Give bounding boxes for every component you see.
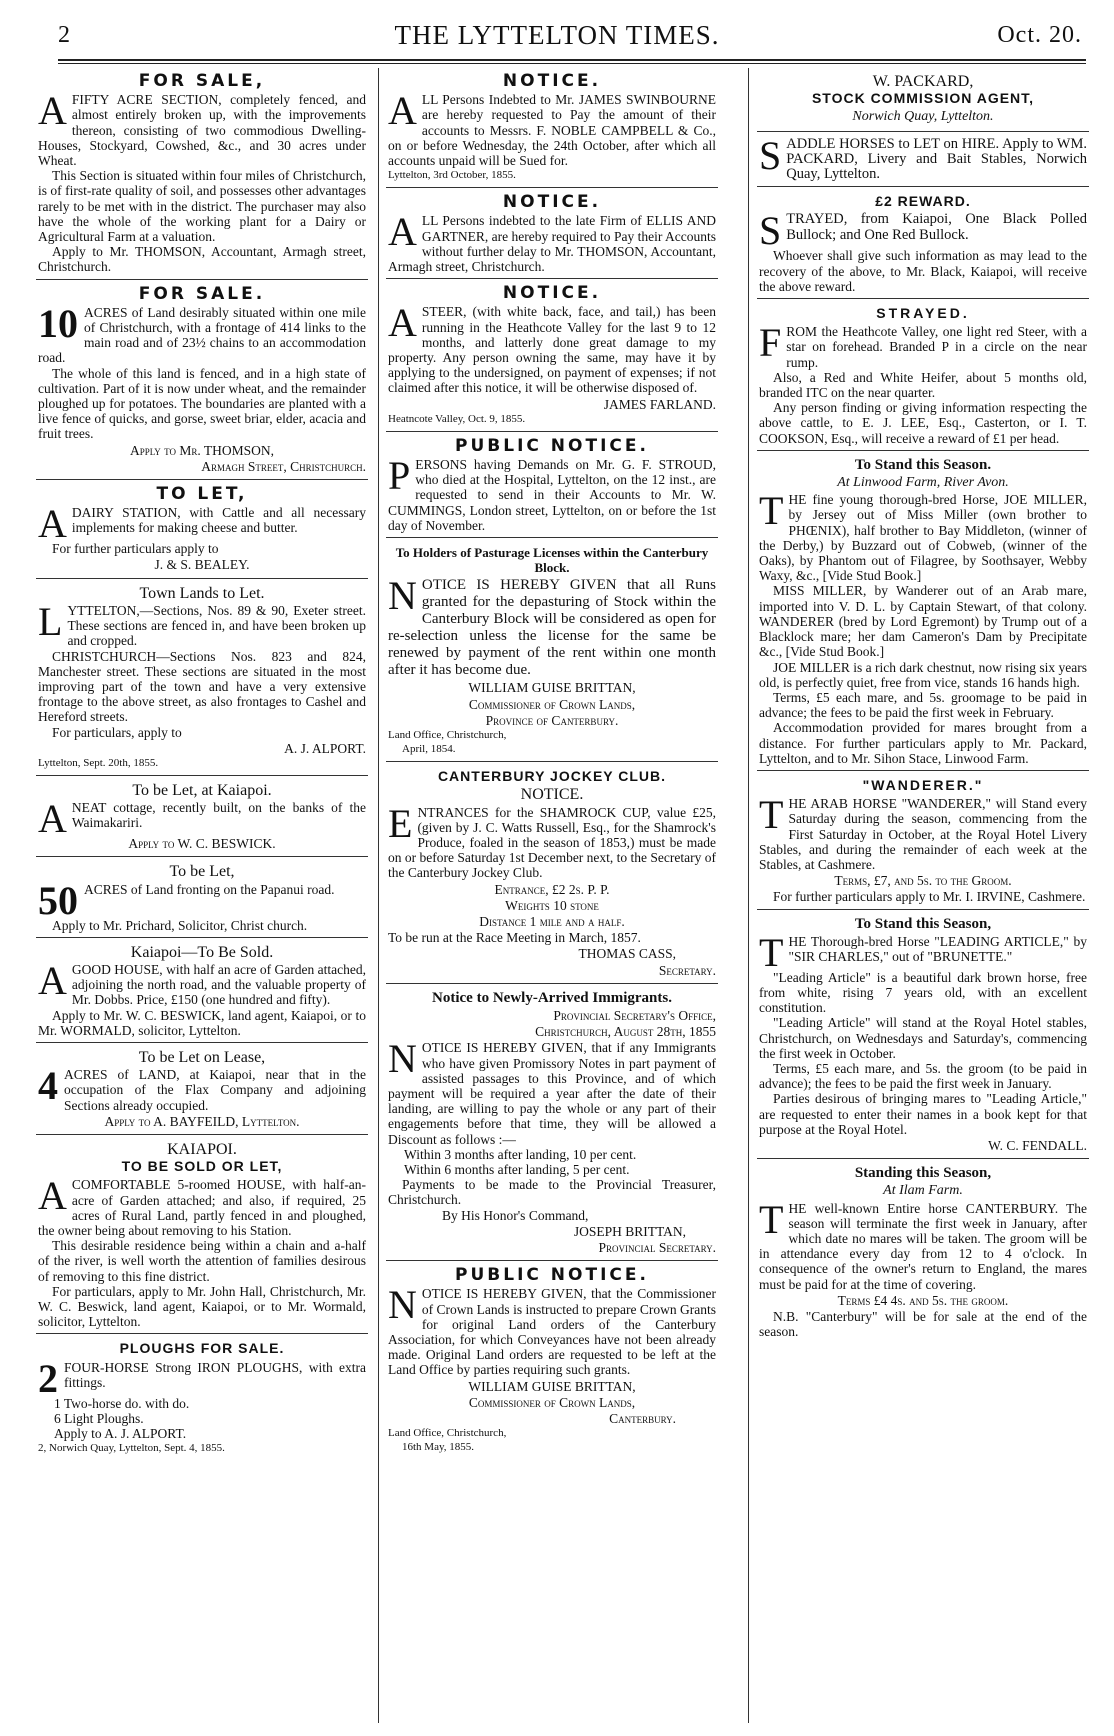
advert-body: ERSONS having Demands on Mr. G. F. STROUD, who died at the Hospital, Lyttelton, on the 12 inst., are requested to send in their Accounts to Mr. W. CUMMINGS, London street, Lyttelton, on or before the 1st day of November. <box>388 457 716 533</box>
advert-paragraph: Terms £4 4s. and 5s. the groom. <box>837 1292 1009 1308</box>
masthead <box>28 16 1086 66</box>
notice-jockey-club <box>386 765 718 984</box>
advert-subheading: NOTICE. <box>520 786 584 804</box>
advert-body: OTICE IS HEREBY GIVEN that all Runs granted for the depasturing of Stock within the Canterbury Block will be considered as open for re-selection unless the license for the same be renewed by payment of the rent within one month after it has become due. <box>388 577 716 679</box>
advert-paragraph: For particulars, apply to <box>52 724 182 740</box>
advert-heading: KAIAPOI. <box>167 1140 237 1158</box>
advert-body: LL Persons indebted to the late Firm of ELLIS AND GARTNER, are hereby required to Pay their Accounts without further delay to Mr. THOMSON, Accountant, Armagh street, Christchurch. <box>388 213 716 275</box>
masthead-rule <box>58 59 1086 61</box>
advert-heading: To be Let, <box>169 863 235 881</box>
advert-heading: To Stand this Season. <box>854 456 992 473</box>
advert-heading: PUBLIC NOTICE. <box>455 1265 649 1286</box>
advert-heading: £2 REWARD. <box>875 193 971 210</box>
advert-body: ROM the Heathcote Valley, one light red Steer, with a star on forehead. Branded P in a circle on the near rump. <box>786 324 1087 370</box>
advert-body: NEAT cottage, recently built, on the banks of the Waimakariri. <box>71 800 366 831</box>
notice-ellis-gartner <box>386 191 718 279</box>
public-notice-crown-grants <box>386 1264 718 1459</box>
advert-heading: Notice to Newly-Arrived Immigrants. <box>432 989 672 1006</box>
advert-heading: "WANDERER." <box>862 776 984 793</box>
drop-cap: P <box>388 453 411 499</box>
advert-date: April, 1854. <box>402 743 456 756</box>
advert-signature: JOSEPH BRITTAN, <box>573 1223 686 1239</box>
advert-body: ADDLE HORSES to LET on HIRE. Apply to WM. PACKARD, Livery and Bait Stables, Norwich Quay, Lyttelton. <box>786 135 1087 183</box>
advert-signature: Armagh Street, Christchurch. <box>201 458 366 474</box>
advert-from: Provincial Secretary's Office, <box>553 1007 716 1023</box>
advert-subheading: STOCK COMMISSION AGENT, <box>811 90 1035 107</box>
advert-signature: Apply to W. C. BESWICK. <box>128 836 276 852</box>
advert-paragraph: Terms, £5 each mare, and 5s. the groom (to be paid in advance); the fees to be paid the first week in January. <box>759 1060 1087 1092</box>
advert-paragraph: MISS MILLER, by Wanderer out of an Arab mare, imported into V. D. L. by Captain Stewart, of that colony. WANDERER (bred by Lord Egremont) by Trump out of a Blacklock mare; her dam Cameron's Dam by Precipitate &c., [Vide Stud Book.] <box>759 583 1087 660</box>
issue-date: Oct. 20. <box>997 22 1082 48</box>
advert-heading: To Stand this Season, <box>854 915 992 932</box>
advert-paragraph: Also, a Red and White Heifer, about 5 months old, branded ITC on the near quarter. <box>759 369 1087 401</box>
advert-heading: NOTICE. <box>502 283 602 304</box>
advert-date: Lyttelton, Sept. 20th, 1855. <box>38 756 159 769</box>
advert-heading: To be Let on Lease, <box>138 1048 266 1066</box>
advert-heading: PLOUGHS FOR SALE. <box>119 1340 285 1357</box>
advert-body: HE well-known Entire horse CANTERBURY. The season will terminate the first week in January, after which date no mares will be taken. The groom will be in attendance every day from 12 to 4 o'clock. In consequence of the owner's return to England, the mares must be paid for at the time of covering. <box>759 1200 1087 1292</box>
advert-body: OTICE IS HEREBY GIVEN, that the Commissioner of Crown Lands is instructed to prepare Crown Grants for original Land orders of the Canterbury Association, for which Conveyances have not been already made. Original Land orders are requested to be left at the Land Office by parties requiring such grants. <box>388 1286 716 1378</box>
advert-signature: THOMAS CASS, <box>578 946 676 962</box>
drop-cap: 2 <box>38 1355 58 1401</box>
advert-body: FIFTY ACRE SECTION, completely fenced, and almost entirely broken up, with the improvements thereon, consisting of two commodious Dwelling-Houses, Stockyard, Cowshed, &c., and 30 acres under Wheat. <box>38 92 366 169</box>
advert-heading: To be Let, at Kaiapoi. <box>132 781 272 799</box>
advert-heading: TO LET, <box>156 484 248 505</box>
drop-cap: 50 <box>38 877 78 923</box>
advert-lease <box>36 1046 368 1135</box>
advert-body: HE ARAB HORSE "WANDERER," will Stand every Saturday during the season, commencing from the First Saturday in October, at the Royal Hotel Livery Stables, and during the remainder of each week at the Stables, at Cashmere. <box>759 796 1087 872</box>
advert-paragraph: Accommodation provided for mares brought from a distance. For further particulars apply to Mr. Packard, Lyttelton, and to Mr. Sihon Stace, Linwood Farm. <box>759 720 1087 766</box>
advert-line: Within 6 months after landing, 5 per cent. <box>404 1161 630 1177</box>
advert-signature: JAMES FARLAND. <box>603 396 716 412</box>
advert-body: HE fine young thorough-bred Horse, JOE MILLER, by Jersey out of Miss Miller (own brother to PHŒNIX), half brother to Bay Middleton, (winner of the Derby,) by Buzzard out of Cobweb, (winner of the Oaks), by Phantom out of Filagree, by Soothsayer, Webby Waxy, &c., [Vide Stud Book.] <box>759 492 1087 584</box>
advert-body: ACRES of LAND, at Kaiapoi, near that in the occupation of the Flax Company and adjoining Sections already occupied. <box>64 1067 366 1113</box>
advert-paragraph: "Leading Article" is a beautiful dark brown horse, free from white, rising 7 years old, with an excellent constitution. <box>759 969 1087 1016</box>
advert-body: OTICE IS HEREBY GIVEN, that if any Immigrants who have given Promissory Notes in part payment of assisted passages to this Province, and of which payment will be required a year after the date of their landing, are willing to pay the whole or any part of their engagements before that time, they will be allowed a Discount as follows :— <box>388 1040 716 1147</box>
advert-signature: Apply to A. BAYFEILD, Lyttelton. <box>104 1113 300 1129</box>
drop-cap: A <box>38 1173 67 1219</box>
advert-body: STEER, (with white back, face, and tail,) has been running in the Heathcote Valley for the last 9 to 12 months, and latterly done great damage to my property. Any person owning the same, may have it by applying to the undersigned, on payment of expenses; if not claimed after this notice, it will be otherwise disposed of. <box>388 304 716 396</box>
advert-heading: FOR SALE. <box>138 283 266 304</box>
newspaper-title: THE LYTTELTON TIMES. <box>394 20 720 50</box>
advert-line: Distance 1 mile and a half. <box>479 913 625 929</box>
drop-cap: A <box>388 209 417 255</box>
advert-signature: A. J. ALPORT. <box>284 740 366 756</box>
advert-date: 2, Norwich Quay, Lyttelton, Sept. 4, 1855. <box>38 1442 225 1455</box>
drop-cap: A <box>38 88 67 134</box>
advert-paragraph: CHRISTCHURCH—Sections Nos. 823 and 824, Manchester street. These sections are situated in the most improving part of the town and have a very extensive frontage to the above street, as also frontages to Cashel and Hereford streets. <box>38 648 366 725</box>
advert-paragraph: Apply to Mr. W. C. BESWICK, land agent, Kaiapoi, or to Mr. WORMALD, solicitor, Lyttelton. <box>38 1007 366 1038</box>
advert-heading: NOTICE. <box>502 71 602 91</box>
advert-paragraph: This desirable residence being within a chain and a-half of the river, is well worth the attention of families desirous of removing to this fine district. <box>38 1238 366 1284</box>
drop-cap: A <box>388 300 417 346</box>
drop-cap: F <box>759 320 782 366</box>
column-2 <box>386 70 718 1720</box>
drop-cap: T <box>759 488 784 534</box>
drop-cap: A <box>38 501 67 547</box>
drop-cap: A <box>38 796 67 842</box>
advert-signature: Commissioner of Crown Lands, <box>468 1394 636 1410</box>
drop-cap: A <box>38 957 67 1003</box>
drop-cap: 4 <box>38 1063 58 1109</box>
advert-wanderer <box>757 774 1089 910</box>
column-divider <box>378 68 379 1723</box>
advert-subheading: Norwich Quay, Lyttelton. <box>852 109 994 125</box>
public-notice-stroud <box>386 435 718 538</box>
notice-pasturage <box>386 541 718 762</box>
advert-list-item: Apply to A. J. ALPORT. <box>54 1426 187 1442</box>
advert-signature: Provincial Secretary. <box>598 1239 716 1255</box>
advert-signature: Canterbury. <box>609 1411 676 1427</box>
advert-subheading: TO BE SOLD OR LET, <box>121 1158 283 1175</box>
drop-cap: T <box>759 1196 784 1242</box>
advert-subheading: At Linwood Farm, River Avon. <box>837 475 1009 491</box>
advert-for-sale-fifty-acre <box>36 70 368 280</box>
drop-cap: 10 <box>38 300 78 346</box>
drop-cap: S <box>759 208 782 254</box>
advert-heading: CANTERBURY JOCKEY CLUB. <box>437 768 667 785</box>
advert-line: Weights 10 stone <box>505 897 599 913</box>
drop-cap: E <box>388 800 413 846</box>
masthead-rule-thin <box>58 63 1086 64</box>
advert-subheading: At Ilam Farm. <box>883 1183 963 1199</box>
advert-date: 16th May, 1855. <box>402 1441 475 1454</box>
advert-line: Entrance, £2 2s. P. P. <box>494 881 610 897</box>
advert-heading: NOTICE. <box>502 192 602 213</box>
advert-list-item: 6 Light Ploughs. <box>54 1410 144 1426</box>
advert-paragraph: Apply to Mr. THOMSON, Accountant, Armagh street, Christchurch. <box>38 244 366 275</box>
advert-date: Lyttelton, 3rd October, 1855. <box>388 169 516 182</box>
drop-cap: N <box>388 1036 417 1082</box>
advert-body: LL Persons Indebted to Mr. JAMES SWINBOURNE are hereby requested to Pay the amount of their accounts to Messrs. F. NOBLE CAMPBELL & Co., on or before Wednesday, the 24th October, after which all accounts unpaid will be Sued for. <box>388 92 716 169</box>
drop-cap: T <box>759 929 784 975</box>
drop-cap: S <box>759 132 782 178</box>
advert-paragraph: "Leading Article" will stand at the Royal Hotel stables, Christchurch, on Wednesdays and Saturday's, commencing the first week in October. <box>759 1015 1087 1061</box>
advert-paragraph: Apply to Mr. Prichard, Solicitor, Christ church. <box>52 917 308 933</box>
notice-steer <box>386 282 718 432</box>
advert-paragraph: For further particulars apply to Mr. I. IRVINE, Cashmere. <box>773 889 1086 905</box>
advert-town-lands <box>36 582 368 776</box>
advert-reward <box>757 190 1089 299</box>
advert-body: HE Thorough-bred Horse "LEADING ARTICLE," by "SIR CHARLES," out of "BRUNETTE." <box>788 933 1087 964</box>
advert-for-sale-ten-acres <box>36 283 368 480</box>
advert-paragraph: For further particulars apply to <box>52 541 219 557</box>
advert-heading: Standing this Season, <box>854 1165 992 1182</box>
advert-paragraph: By His Honor's Command, <box>442 1207 589 1223</box>
advert-paragraph: Terms, £5 each mare, and 5s. groomage to be paid in advance; the fees to be paid the first week in February. <box>759 689 1087 721</box>
notice-immigrants <box>386 987 718 1261</box>
notice-swinbourne <box>386 70 718 188</box>
advert-signature: Province of Canterbury. <box>485 712 619 728</box>
advert-signature: Apply to Mr. THOMSON, <box>129 442 275 458</box>
advert-paragraph: For particulars, apply to Mr. John Hall, Christchurch, Mr. W. C. Beswick, land agent, Kaiapoi, or to Mr. Wormald, solicitor, Lyttelton. <box>38 1283 366 1330</box>
advert-signature: J. & S. BEALEY. <box>154 557 250 573</box>
advert-paragraph: Parties desirous of bringing mares to "Leading Article," are requested to enter their names in a book kept for that purpose at the Royal Hotel. <box>759 1091 1087 1137</box>
advert-signature: W. C. FENDALL. <box>988 1137 1087 1153</box>
advert-list-item: 1 Two-horse do. with do. <box>54 1395 190 1411</box>
drop-cap: N <box>388 1282 417 1328</box>
drop-cap: A <box>388 88 417 134</box>
advert-signature: WILLIAM GUISE BRITTAN, <box>468 1378 636 1394</box>
advert-body: NTRANCES for the SHAMROCK CUP, value £25, (given by J. C. Watts Russell, Esq., for the Shamrock's Produce, foaled in the season of 1853,) must be made on or before Saturday 1st December next, to the Secretary of the Canterbury Jockey Club. <box>388 804 717 881</box>
advert-heading: PUBLIC NOTICE. <box>455 435 649 456</box>
advert-date: Land Office, Christchurch, <box>388 729 507 742</box>
advert-ploughs <box>36 1337 368 1460</box>
advert-paragraph: Terms, £7, and 5s. to the Groom. <box>834 873 1012 889</box>
advert-signature: WILLIAM GUISE BRITTAN, <box>468 680 636 696</box>
advert-paragraph: N.B. "Canterbury" will be for sale at the end of the season. <box>759 1309 1087 1340</box>
advert-body: DAIRY STATION, with Cattle and all necessary implements for making cheese and butter. <box>71 505 366 536</box>
advert-date: Heatncote Valley, Oct. 9, 1855. <box>388 412 526 425</box>
advert-line: Within 3 months after landing, 10 per cent. <box>404 1146 637 1162</box>
advert-joe-miller <box>757 454 1089 771</box>
advert-heading: FOR SALE, <box>138 71 266 91</box>
advert-to-be-let-fifty <box>36 860 368 937</box>
advert-heading: W. PACKARD, <box>872 73 974 90</box>
advert-paragraph: Payments to be made to the Provincial Treasurer, Christchurch. <box>388 1177 716 1208</box>
advert-from: Christchurch, August 28th, 1855 <box>535 1024 716 1040</box>
advert-body: FOUR-HORSE Strong IRON PLOUGHS, with extra fittings. <box>64 1359 366 1390</box>
advert-kaiapoi-sold <box>36 941 368 1043</box>
page-number: 2 <box>58 22 70 48</box>
drop-cap: N <box>388 573 417 619</box>
advert-signature: Commissioner of Crown Lands, <box>468 696 636 712</box>
advert-body: COMFORTABLE 5-roomed HOUSE, with half-an-acre of Garden attached; and also, if required, 25 acres of Rural Land, partly fenced in and ploughed, the owner being about removing to his Station. <box>38 1177 366 1238</box>
column-1 <box>36 70 368 1720</box>
advert-let-kaiapoi <box>36 779 368 857</box>
drop-cap: L <box>38 598 63 644</box>
advert-paragraph: Whoever shall give such information as may lead to the recovery of the above, to Mr. Black, Kaiapoi, will receive the above reward. <box>759 248 1087 294</box>
column-3 <box>757 70 1089 1720</box>
advert-leading-article <box>757 913 1089 1160</box>
advert-body: ACRES of Land fronting on the Papanui road. <box>84 881 335 897</box>
advert-to-let-dairy <box>36 483 368 579</box>
drop-cap: T <box>759 792 784 838</box>
advert-body: ACRES of Land desirably situated within one mile of Christchurch, with a frontage of 414 links to the main road and of 23½ chains to an accommodation road. <box>38 304 366 366</box>
advert-saddle-horses <box>757 132 1089 188</box>
advert-date: Land Office, Christchurch, <box>388 1427 507 1440</box>
advert-paragraph: Any person finding or giving information respecting the above cattle, to E. J. LEE, Esq., Casterton, or I. T. COOKSON, Esq., will receive a reward of £1 per head. <box>759 400 1087 446</box>
column-divider <box>748 68 749 1723</box>
advert-heading: Town Lands to Let. <box>139 584 265 602</box>
advert-signature: Secretary. <box>658 962 716 978</box>
advert-packard <box>757 70 1089 132</box>
advert-heading: Kaiapoi—To Be Sold. <box>130 943 274 961</box>
advert-strayed <box>757 302 1089 451</box>
advert-heading: To Holders of Pasturage Licenses within the Canterbury Block. <box>395 545 709 576</box>
advert-body: YTTELTON,—Sections, Nos. 89 & 90, Exeter street. These sections are fenced in, and have been broken up and cropped. <box>67 602 366 649</box>
advert-paragraph: JOE MILLER is a rich dark chestnut, now rising six years old, is perfectly quiet, free from vice, stands 16 hands high. <box>759 659 1087 690</box>
advert-body: GOOD HOUSE, with half an acre of Garden attached, adjoining the north road, and the valuable property of Mr. Dobbs. Price, £150 (one hundred and fifty). <box>71 961 366 1008</box>
advert-paragraph: The whole of this land is fenced, and in a high state of cultivation. Part of it is now under wheat, and the remainder ploughed up for potatoes. The boundaries are planted with a live fence of quicks, and gorse, sweet briar, elder, acacia and fruit trees. <box>38 365 366 442</box>
advert-canterbury-horse <box>757 1162 1089 1343</box>
advert-kaiapoi-house <box>36 1138 368 1334</box>
advert-body: TRAYED, from Kaiapoi, One Black Polled Bullock; and One Red Bullock. <box>786 211 1087 243</box>
advert-line: To be run at the Race Meeting in March, 1857. <box>388 930 641 946</box>
advert-heading: STRAYED. <box>876 305 970 322</box>
advert-paragraph: This Section is situated within four miles of Christchurch, is of first-rate quality of soil, and possesses other advantages rarely to be met with in the district. The purchaser may also have the whole of the working plant for a Dairy or Agricultural Farm at a valuation. <box>38 168 366 245</box>
